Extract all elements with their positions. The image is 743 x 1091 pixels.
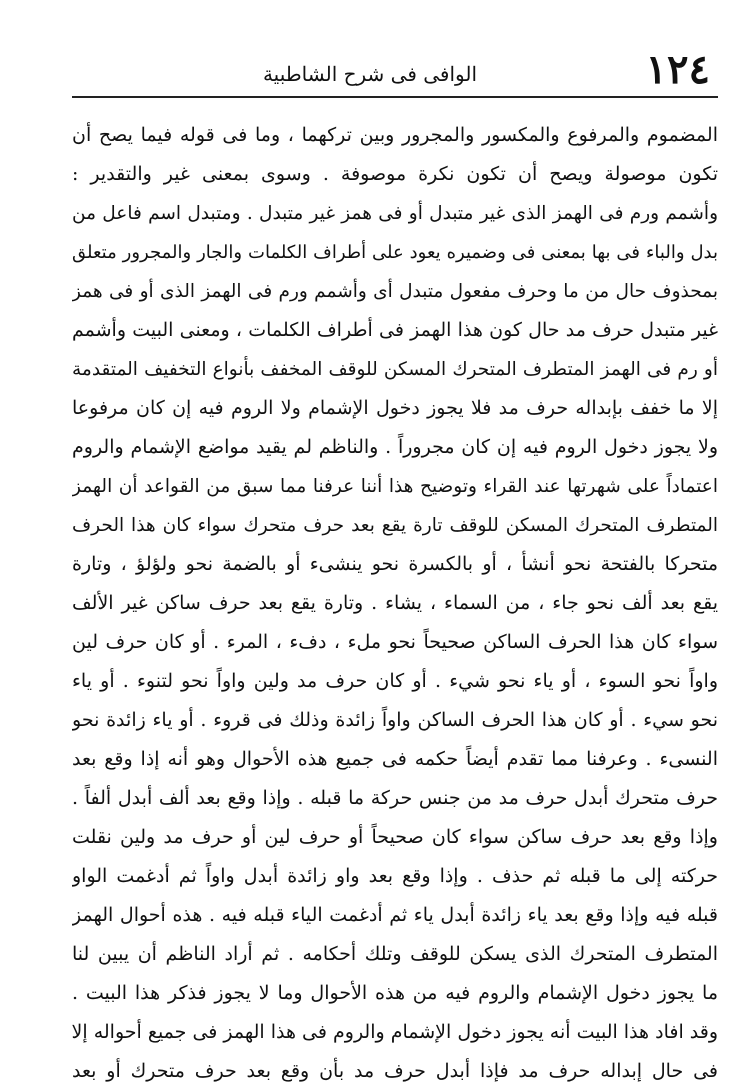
text-line: نحو سيء . أو كان هذا الحرف الساكن واواً زائدة وذلك فى قروء . أو ياء زائدة نحو — [72, 709, 718, 731]
text-line: قبله فيه وإذا وقع بعد ياء زائدة أبدل ياء ثم أدغمت الياء قبله فيه . هذه أحوال الهمز — [72, 904, 718, 926]
header-rule — [72, 96, 718, 98]
text-line: ولا يجوز دخول الروم فيه إن كان مجروراً . والناظم لم يقيد مواضع الإشمام والروم — [72, 436, 718, 458]
text-line: إلا ما خفف بإبداله حرف مد فلا يجوز دخول الإشمام ولا الروم فيه إن كان مرفوعا — [72, 397, 718, 419]
text-line: يقع بعد ألف نحو جاء ، من السماء ، يشاء . وتارة يقع بعد حرف ساكن غير الألف — [72, 592, 718, 614]
text-line: النسىء . وعرفنا مما تقدم أيضاً حكمه فى جميع هذه الأحوال وهو أنه إذا وقع بعد — [72, 748, 718, 770]
text-line: المتطرف المتحرك المسكن للوقف تارة يقع بعد حرف متحرك سواء كان هذا الحرف — [72, 515, 718, 536]
text-line: وأشمم ورم فى الهمز الذى غير متبدل أو فى همز غير متبدل . ومتبدل اسم فاعل من — [72, 203, 718, 224]
running-title: الوافى فى شرح الشاطبية — [262, 62, 478, 86]
text-line: بدل والباء فى بها بمعنى فى وضميره يعود على أطراف الكلمات والجار والمجرور متعلق — [72, 242, 718, 263]
text-line: غير متبدل حرف مد حال كون هذا الهمز فى أطراف الكلمات ، ومعنى البيت وأشمم — [72, 319, 718, 341]
text-line: سواء كان هذا الحرف الساكن صحيحاً نحو ملء ، دفء ، المرء . أو كان حرف لين — [72, 631, 718, 653]
text-line: ما يجوز دخول الإشمام والروم فيه من هذه الأحوال وما لا يجوز فذكر هذا البيت . — [72, 982, 718, 1004]
text-line: وإذا وقع بعد حرف ساكن سواء كان صحيحاً أو حرف لين أو حرف مد ولين نقلت — [72, 826, 718, 848]
text-line: بمحذوف حال من ما وحرف مفعول متبدل أى وأشمم ورم فى الهمز الذى أو فى همز — [72, 281, 718, 302]
page-number: ١٢٤ — [645, 46, 710, 93]
text-line: واواً نحو السوء ، أو ياء نحو شيء . أو كان حرف مد ولين واواً نحو لتنوء . أو ياء — [72, 670, 718, 692]
text-line: متحركا بالفتحة نحو أنشأ ، أو بالكسرة نحو ينشىء أو بالضمة نحو ولؤلؤ ، وتارة — [72, 553, 718, 575]
text-line: وقد افاد هذا البيت أنه يجوز دخول الإشمام والروم فى هذا الهمز فى جميع أحواله إلا — [72, 1021, 718, 1043]
text-line: فى حال إبداله حرف مد فإذا أبدل حرف مد بأن وقع بعد حرف متحرك أو بعد — [72, 1060, 718, 1082]
text-line: اعتماداً على شهرتها عند القراء وتوضيح هذا أننا عرفنا مما سبق من القواعد أن الهمز — [72, 476, 718, 497]
body-text — [72, 116, 718, 1091]
text-line: المتطرف المتحرك الذى يسكن للوقف وتلك أحكامه . ثم أراد الناظم أن يبين لنا — [72, 943, 718, 965]
text-line: حركته إلى ما قبله ثم حذف . وإذا وقع بعد واو زائدة أبدل واواً ثم أدغمت الواو — [72, 865, 718, 887]
text-line: أو رم فى الهمز المتطرف المتحرك المسكن للوقف المخفف بأنواع التخفيف المتقدمة — [72, 359, 718, 380]
text-line: المضموم والمرفوع والمكسور والمجرور وبين تركهما ، وما فى قوله فيما يصح أن — [72, 124, 718, 146]
text-line: تكون موصولة ويصح أن تكون نكرة موصوفة . وسوى بمعنى غير والتقدير : — [72, 163, 718, 185]
text-line: حرف متحرك أبدل حرف مد من جنس حركة ما قبله . وإذا وقع بعد ألف أبدل ألفاً . — [72, 787, 718, 809]
